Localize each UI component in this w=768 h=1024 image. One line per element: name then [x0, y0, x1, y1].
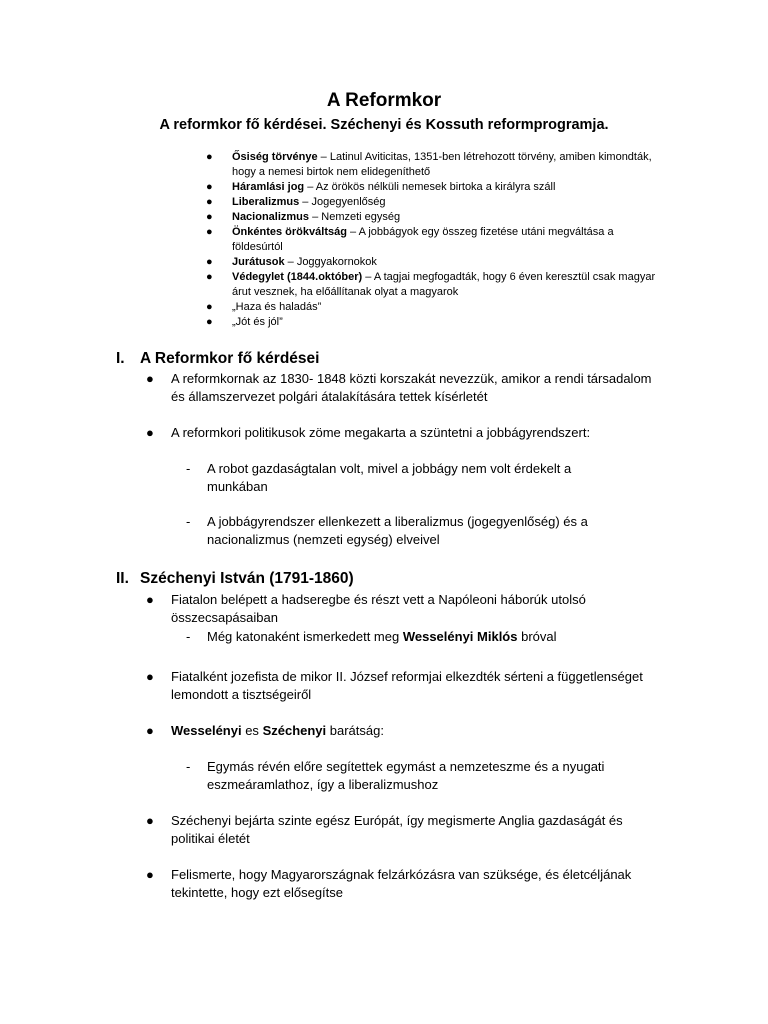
- bullet-icon: ●: [146, 669, 154, 684]
- section-title: Széchenyi István (1791-1860): [140, 570, 354, 587]
- definition: Latinul Aviticitas, 1351-ben létrehozott törvény, amiben kimondták, hogy a nemesi birtok nem elidegeníthető: [232, 151, 652, 178]
- bullet-icon: ●: [206, 211, 213, 223]
- person-name: Széchenyi: [262, 723, 327, 738]
- sub-item-text: Egymás révén előre segítettek egymást a nemzeteszme és a nyugati eszmeáramlathoz, így a liberalizmushoz: [207, 759, 605, 792]
- list-item: [206, 255, 656, 270]
- bullet-icon: ●: [206, 301, 213, 313]
- dash-icon: -: [186, 629, 191, 644]
- bullet-icon: ●: [146, 867, 154, 882]
- page-subtitle: A reformkor fő kérdései. Széchenyi és Kossuth reformprogramja.: [159, 117, 609, 133]
- sub-item-text: [207, 628, 626, 646]
- definition: Az örökös nélküli nemesek birtoka a királyra száll: [315, 181, 556, 193]
- term: Jurátusok: [232, 256, 285, 268]
- sub-list-item: [186, 758, 626, 794]
- bullet-icon: ●: [206, 196, 213, 208]
- sub-list-item: [186, 513, 626, 549]
- bullet-icon: ●: [146, 371, 154, 386]
- bullet-icon: ●: [206, 271, 213, 283]
- bullet-icon: ●: [146, 723, 154, 738]
- term: Ősiség törvénye: [232, 151, 318, 163]
- dash-icon: -: [186, 461, 191, 476]
- text-run: bróval: [517, 629, 557, 644]
- term: Háramlási jog: [232, 181, 305, 193]
- list-item: [146, 591, 666, 627]
- section-number: II.: [116, 570, 129, 587]
- sub-item-text: A robot gazdaságtalan volt, mivel a jobbágy nem volt érdekelt a munkában: [207, 461, 572, 494]
- separator: –: [284, 256, 297, 268]
- list-item: [206, 195, 656, 210]
- list-item: [146, 722, 666, 740]
- bullet-icon: ●: [146, 592, 154, 607]
- list-item: [146, 866, 666, 902]
- separator: –: [317, 151, 330, 163]
- separator: –: [299, 196, 312, 208]
- term: Nacionalizmus: [232, 211, 310, 223]
- bullet-icon: ●: [146, 425, 154, 440]
- bullet-text: A reformkornak az 1830- 1848 közti korszakát nevezzük, amikor a rendi társadalom és államszervezet polgári átalakítására tettek kísérletét: [171, 371, 652, 404]
- bullet-icon: ●: [146, 813, 154, 828]
- bullet-text: A reformkori politikusok zöme megakarta a szüntetni a jobbágyrendszert:: [171, 425, 591, 440]
- list-item: [206, 210, 656, 225]
- definition: Jogegyenlőség: [311, 196, 386, 208]
- list-item: [146, 812, 666, 848]
- person-name: Wesselényi: [171, 723, 242, 738]
- list-item: [206, 150, 656, 180]
- key-terms-list: [206, 150, 656, 330]
- person-name: Wesselényi Miklós: [402, 629, 518, 644]
- bullet-icon: ●: [206, 316, 213, 328]
- list-item: [206, 300, 656, 315]
- section-number: I.: [116, 350, 125, 367]
- bullet-text: [171, 722, 666, 740]
- motto: „Jót és jól”: [232, 316, 283, 328]
- text-run: barátság:: [326, 723, 384, 738]
- text-run: es: [241, 723, 263, 738]
- section-heading-1: [116, 350, 319, 368]
- sub-item-text: A jobbágyrendszer ellenkezett a liberalizmus (jogegyenlőség) és a nacionalizmus (nemzeti egység) elveivel: [207, 514, 588, 547]
- page-title: A Reformkor: [326, 90, 442, 111]
- list-item: [146, 424, 666, 442]
- separator: –: [309, 211, 322, 223]
- list-item: [206, 180, 656, 195]
- dash-icon: -: [186, 759, 191, 774]
- separator: –: [346, 226, 359, 238]
- bullet-text: Felismerte, hogy Magyarországnak felzárkózásra van szüksége, és életcéljának tekintette, hogy ezt elősegítse: [171, 867, 632, 900]
- separator: –: [362, 271, 374, 283]
- sub-list-item: [186, 460, 626, 496]
- list-item: [146, 668, 666, 704]
- term: Önkéntes örökváltság: [232, 226, 347, 238]
- bullet-text: Fiatalként jozefista de mikor II. József reformjai elkezdték sérteni a függetlenséget lemondott a tisztségeiről: [171, 669, 643, 702]
- bullet-text: Széchenyi bejárta szinte egész Európát, így megismerte Anglia gazdaságát és politikai életét: [171, 813, 623, 846]
- list-item: [206, 225, 656, 255]
- list-item: [146, 370, 666, 406]
- list-item: [206, 315, 656, 330]
- sub-list-item: [186, 628, 626, 646]
- motto: „Haza és haladás”: [232, 301, 322, 313]
- text-run: Még katonaként ismerkedett meg: [207, 629, 403, 644]
- bullet-icon: ●: [206, 181, 213, 193]
- definition: A tagjai megfogadták, hogy 6 éven keresztül csak magyar árut vesznek, ha előállítanak olyat a magyarok: [232, 271, 656, 298]
- separator: –: [304, 181, 316, 193]
- bullet-icon: ●: [206, 151, 213, 163]
- definition: A jobbágyok egy összeg fizetése utáni megváltása a földesúrtól: [232, 226, 614, 253]
- bullet-text: Fiatalon belépett a hadseregbe és részt vett a Napóleoni háborúk utolsó összecsapásaiban: [171, 592, 586, 625]
- bullet-icon: ●: [206, 226, 213, 238]
- term: Védegylet (1844.október): [232, 271, 363, 283]
- section-title: A Reformkor fő kérdései: [140, 350, 320, 367]
- list-item: [206, 270, 656, 300]
- definition: Joggyakornokok: [296, 256, 377, 268]
- definition: Nemzeti egység: [321, 211, 401, 223]
- bullet-icon: ●: [206, 256, 213, 268]
- section-heading-2: [116, 570, 354, 588]
- term: Liberalizmus: [232, 196, 300, 208]
- dash-icon: -: [186, 514, 191, 529]
